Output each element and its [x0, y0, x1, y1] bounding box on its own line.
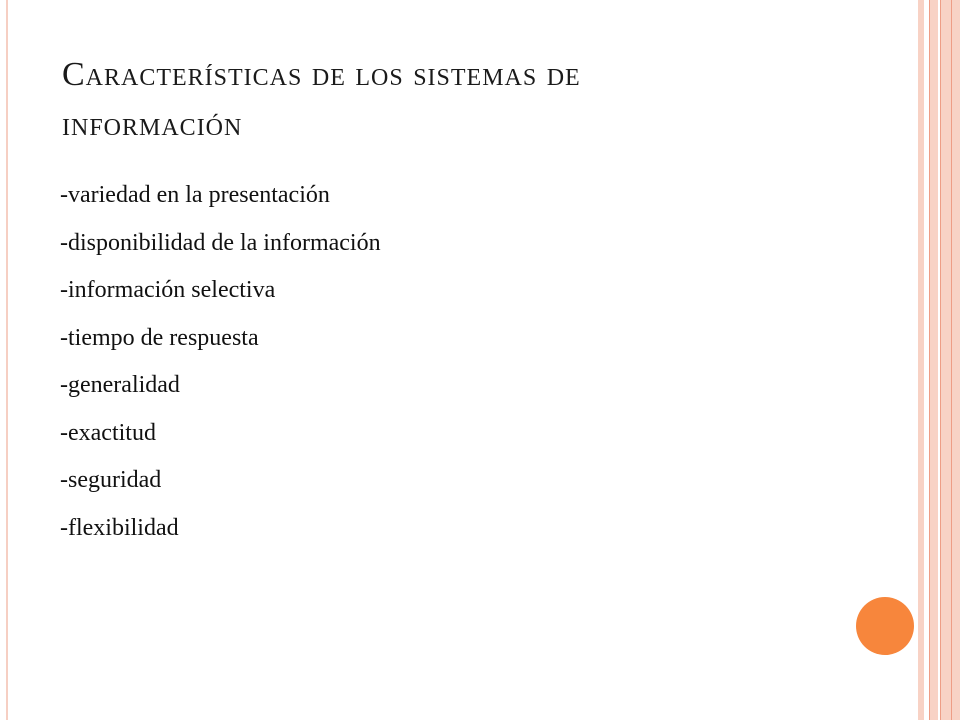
list-item: -disponibilidad de la información — [60, 229, 381, 256]
list-item: -generalidad — [60, 372, 180, 398]
list-item: -variedad en la presentación — [60, 182, 330, 208]
left-border-line — [6, 0, 8, 720]
right-stripe-line — [940, 0, 941, 720]
list-item: -información selectiva — [60, 277, 276, 303]
slide-title — [62, 50, 882, 150]
right-stripe — [930, 0, 938, 720]
right-stripe-line — [929, 0, 930, 720]
slide-title-line-2: información — [62, 106, 243, 143]
characteristics-list — [60, 172, 381, 552]
list-item: -exactitud — [60, 419, 156, 446]
right-stripe-line — [951, 0, 952, 720]
slide-title-line-1: Características de los sistemas de — [62, 56, 581, 93]
orange-circle-decoration — [856, 597, 914, 655]
list-item: -seguridad — [60, 467, 162, 493]
list-item: -flexibilidad — [60, 514, 179, 541]
list-item: -tiempo de respuesta — [60, 324, 259, 351]
